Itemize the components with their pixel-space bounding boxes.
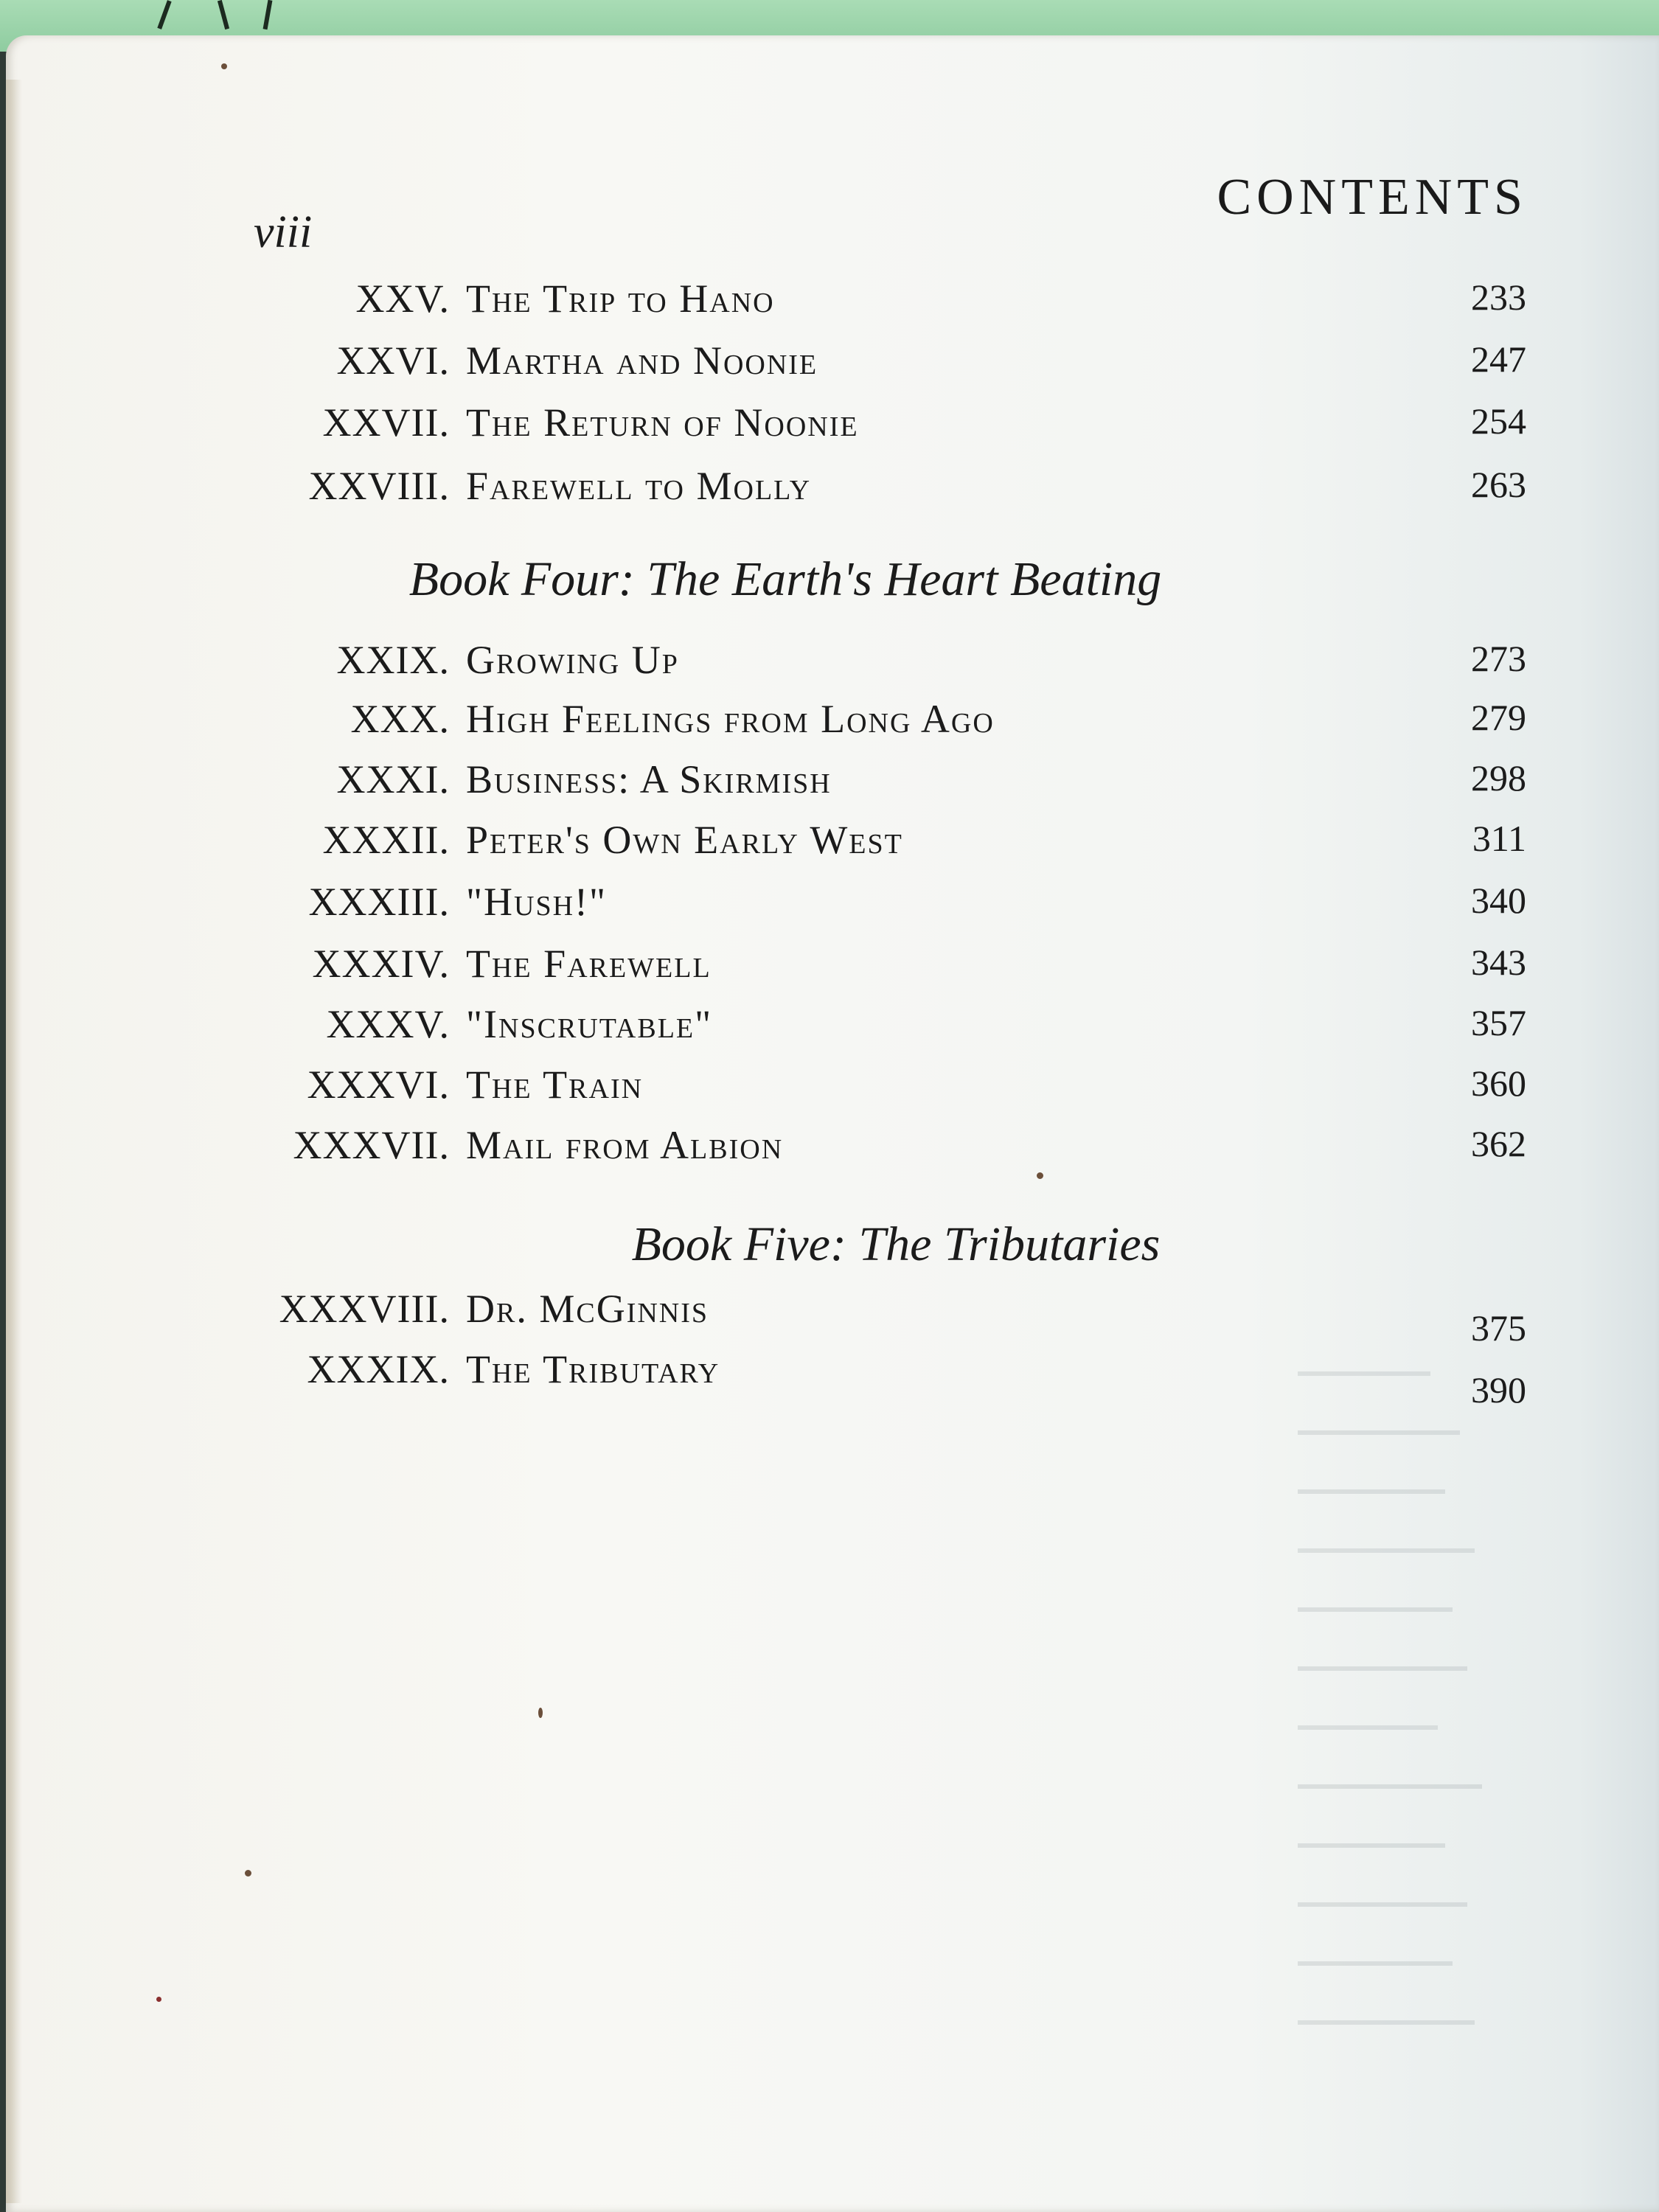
chapter-number: XXVI. <box>336 338 450 383</box>
chapter-title: Business: A Skirmish <box>466 757 832 801</box>
chapter-number: XXXII. <box>322 818 450 862</box>
page-number: 247 <box>1471 338 1526 380</box>
toc-entry <box>0 757 1659 808</box>
toc-entry <box>0 338 1659 389</box>
chapter-number: XXXVIII. <box>279 1287 450 1331</box>
page-number: 298 <box>1471 757 1526 799</box>
page-number: 357 <box>1471 1002 1526 1043</box>
page-number: 360 <box>1471 1062 1526 1104</box>
page-number: 390 <box>1471 1369 1526 1411</box>
toc-entry <box>0 696 1659 748</box>
chapter-title: The Trip to Hano <box>466 276 775 321</box>
toc-entry <box>0 817 1659 869</box>
page-folio: viii <box>254 207 313 257</box>
page-number: 233 <box>1471 276 1526 318</box>
toc-entry <box>0 879 1659 931</box>
chapter-number: XXVII. <box>322 400 450 445</box>
page-number: 343 <box>1471 942 1526 983</box>
cover-pattern-line <box>263 0 273 29</box>
book-five-heading: Book Five: The Tributaries <box>631 1217 1161 1271</box>
chapter-number: XXXVI. <box>307 1062 450 1107</box>
show-through-text <box>1298 1371 1519 2109</box>
chapter-number: XXV. <box>355 276 450 321</box>
toc-entry <box>0 1286 1659 1349</box>
page-number: 311 <box>1472 818 1526 859</box>
page-number: 375 <box>1471 1307 1526 1349</box>
paper-speck <box>221 63 227 69</box>
paper-speck <box>538 1708 543 1718</box>
toc-entry <box>0 463 1659 515</box>
toc-entry <box>0 637 1659 689</box>
cover-pattern-line <box>157 0 171 29</box>
toc-entry <box>0 1062 1659 1113</box>
chapter-title: "Inscrutable" <box>466 1002 713 1046</box>
chapter-title: The Tributary <box>466 1347 720 1391</box>
chapter-title: Peter's Own Early West <box>466 818 903 862</box>
chapter-title: Dr. McGinnis <box>466 1287 709 1331</box>
chapter-title: Farewell to Molly <box>466 464 812 508</box>
chapter-title: The Farewell <box>466 942 712 986</box>
page-number: 254 <box>1471 400 1526 442</box>
chapter-title: The Train <box>466 1062 644 1107</box>
page-number: 279 <box>1471 697 1526 738</box>
chapter-number: XXXI. <box>336 757 450 801</box>
paper-speck <box>156 1997 161 2002</box>
toc-entry <box>0 1001 1659 1053</box>
chapter-number: XXXIX. <box>307 1347 450 1391</box>
toc-entry <box>0 276 1659 327</box>
chapter-title: Martha and Noonie <box>466 338 818 383</box>
chapter-number: XXXVII. <box>293 1123 450 1167</box>
chapter-title: High Feelings from Long Ago <box>466 697 995 741</box>
page-number: 273 <box>1471 638 1526 679</box>
paper-speck <box>1037 1172 1043 1179</box>
book-four-heading: Book Four: The Earth's Heart Beating <box>408 552 1162 606</box>
chapter-title: The Return of Noonie <box>466 400 859 445</box>
chapter-number: XXXIV. <box>312 942 450 986</box>
chapter-title: Mail from Albion <box>466 1123 784 1167</box>
chapter-number: XXXIII. <box>308 880 450 924</box>
chapter-number: XXIX. <box>336 638 450 682</box>
toc-entry <box>0 400 1659 451</box>
page-number: 340 <box>1471 880 1526 921</box>
toc-entry <box>0 1122 1659 1174</box>
paper-speck <box>245 1870 251 1877</box>
chapter-title: "Hush!" <box>466 880 608 924</box>
chapter-title: Growing Up <box>466 638 679 682</box>
page-number: 263 <box>1471 464 1526 505</box>
chapter-number: XXXV. <box>326 1002 450 1046</box>
page-number: 362 <box>1471 1123 1526 1164</box>
running-header: CONTENTS <box>1217 169 1528 226</box>
chapter-number: XXX. <box>350 697 450 741</box>
chapter-number: XXVIII. <box>308 464 450 508</box>
cover-pattern-line <box>218 0 229 29</box>
toc-entry <box>0 941 1659 992</box>
